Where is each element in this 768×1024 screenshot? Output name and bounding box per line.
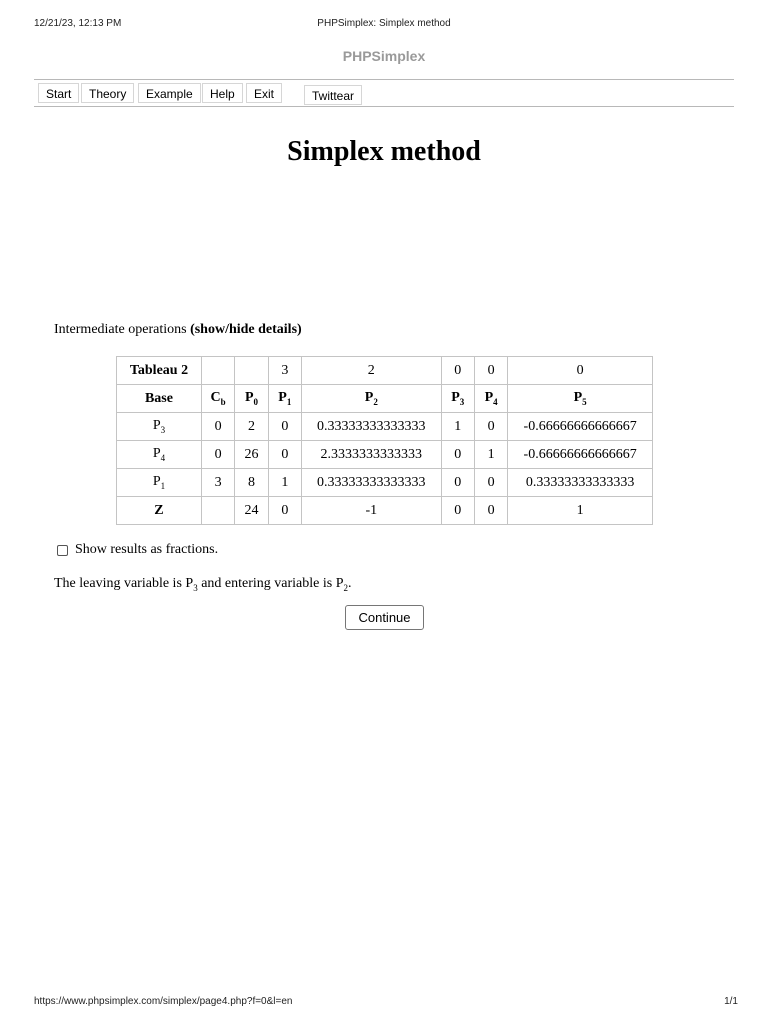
table-cell: 0 bbox=[201, 441, 234, 469]
nav-example-button[interactable]: Example bbox=[138, 83, 201, 103]
table-cell: 26 bbox=[235, 441, 268, 469]
z-cell bbox=[201, 497, 234, 525]
tableau-name: Tableau 2 bbox=[117, 357, 202, 385]
cost-cell bbox=[201, 357, 234, 385]
tableau-header-row bbox=[117, 385, 653, 413]
cost-cell: 3 bbox=[268, 357, 301, 385]
cost-cell bbox=[235, 357, 268, 385]
header-p2: $P_2$ bbox=[302, 385, 442, 413]
table-cell: 0 bbox=[474, 469, 507, 497]
print-date: 12/21/23, 12:13 PM bbox=[34, 18, 122, 29]
site-name[interactable]: PHPSimplex bbox=[342, 48, 426, 64]
show-hide-details-link[interactable]: (show/hide details) bbox=[190, 322, 302, 337]
row-base: $P_1$ bbox=[117, 469, 202, 497]
header-p1: $P_1$ bbox=[268, 385, 301, 413]
row-base: $P_4$ bbox=[117, 441, 202, 469]
intermediate-operations bbox=[54, 322, 302, 338]
table-cell: 1 bbox=[268, 469, 301, 497]
table-cell: -0.66666666666667 bbox=[508, 441, 653, 469]
cost-cell: 2 bbox=[302, 357, 442, 385]
leaving-entering-text: The leaving variable is $P_3$ and entering variable is $P_2$. bbox=[54, 576, 352, 593]
header-p3: $P_3$ bbox=[441, 385, 474, 413]
table-cell: 1 bbox=[441, 413, 474, 441]
table-cell: 2 bbox=[235, 413, 268, 441]
fractions-label: Show results as fractions. bbox=[75, 542, 219, 557]
simplex-tableau bbox=[116, 356, 653, 525]
table-cell: 0 bbox=[474, 413, 507, 441]
table-cell: -0.66666666666667 bbox=[508, 413, 653, 441]
table-cell: 0 bbox=[268, 441, 301, 469]
tableau-z-row bbox=[117, 497, 653, 525]
fractions-option bbox=[57, 542, 218, 558]
nav-exit-button[interactable]: Exit bbox=[246, 83, 282, 103]
print-url: https://www.phpsimplex.com/simplex/page4.php?f=0&l=en bbox=[34, 996, 293, 1007]
header-p5: $P_5$ bbox=[508, 385, 653, 413]
print-page-number: 1/1 bbox=[724, 996, 738, 1007]
nav-start-button[interactable]: Start bbox=[38, 83, 79, 103]
table-row bbox=[117, 413, 653, 441]
z-cell: 24 bbox=[235, 497, 268, 525]
table-cell: 0 bbox=[441, 441, 474, 469]
continue-button[interactable]: Continue bbox=[345, 605, 424, 630]
z-cell: -1 bbox=[302, 497, 442, 525]
entering-variable: $P_2$ bbox=[335, 576, 349, 593]
twitter-button[interactable]: Twittear bbox=[304, 85, 362, 105]
nav-help-button[interactable]: Help bbox=[202, 83, 243, 103]
z-cell: 0 bbox=[474, 497, 507, 525]
header-cb: $C_b$ bbox=[201, 385, 234, 413]
z-label: Z bbox=[117, 497, 202, 525]
header-base: Base bbox=[117, 385, 202, 413]
table-cell: 0.33333333333333 bbox=[302, 469, 442, 497]
cost-cell: 0 bbox=[508, 357, 653, 385]
cost-cell: 0 bbox=[441, 357, 474, 385]
z-cell: 1 bbox=[508, 497, 653, 525]
tableau-cost-row bbox=[117, 357, 653, 385]
table-row bbox=[117, 441, 653, 469]
row-base: $P_3$ bbox=[117, 413, 202, 441]
table-cell: 8 bbox=[235, 469, 268, 497]
table-cell: 0.33333333333333 bbox=[302, 413, 442, 441]
nav-theory-button[interactable]: Theory bbox=[81, 83, 134, 103]
table-row bbox=[117, 469, 653, 497]
table-cell: 0.33333333333333 bbox=[508, 469, 653, 497]
table-cell: 3 bbox=[201, 469, 234, 497]
table-cell: 1 bbox=[474, 441, 507, 469]
table-cell: 0 bbox=[201, 413, 234, 441]
header-p4: $P_4$ bbox=[474, 385, 507, 413]
table-cell: 0 bbox=[441, 469, 474, 497]
z-cell: 0 bbox=[268, 497, 301, 525]
page-title: Simplex method bbox=[287, 136, 481, 167]
table-cell: 0 bbox=[268, 413, 301, 441]
print-doc-title: PHPSimplex: Simplex method bbox=[317, 18, 451, 29]
header-p0: $P_0$ bbox=[235, 385, 268, 413]
cost-cell: 0 bbox=[474, 357, 507, 385]
z-cell: 0 bbox=[441, 497, 474, 525]
fractions-checkbox[interactable] bbox=[57, 545, 68, 556]
leaving-variable: $P_3$ bbox=[185, 576, 198, 593]
nav-bar bbox=[34, 79, 734, 107]
table-cell: 2.3333333333333 bbox=[302, 441, 442, 469]
intermediate-label: Intermediate operations bbox=[54, 322, 191, 337]
